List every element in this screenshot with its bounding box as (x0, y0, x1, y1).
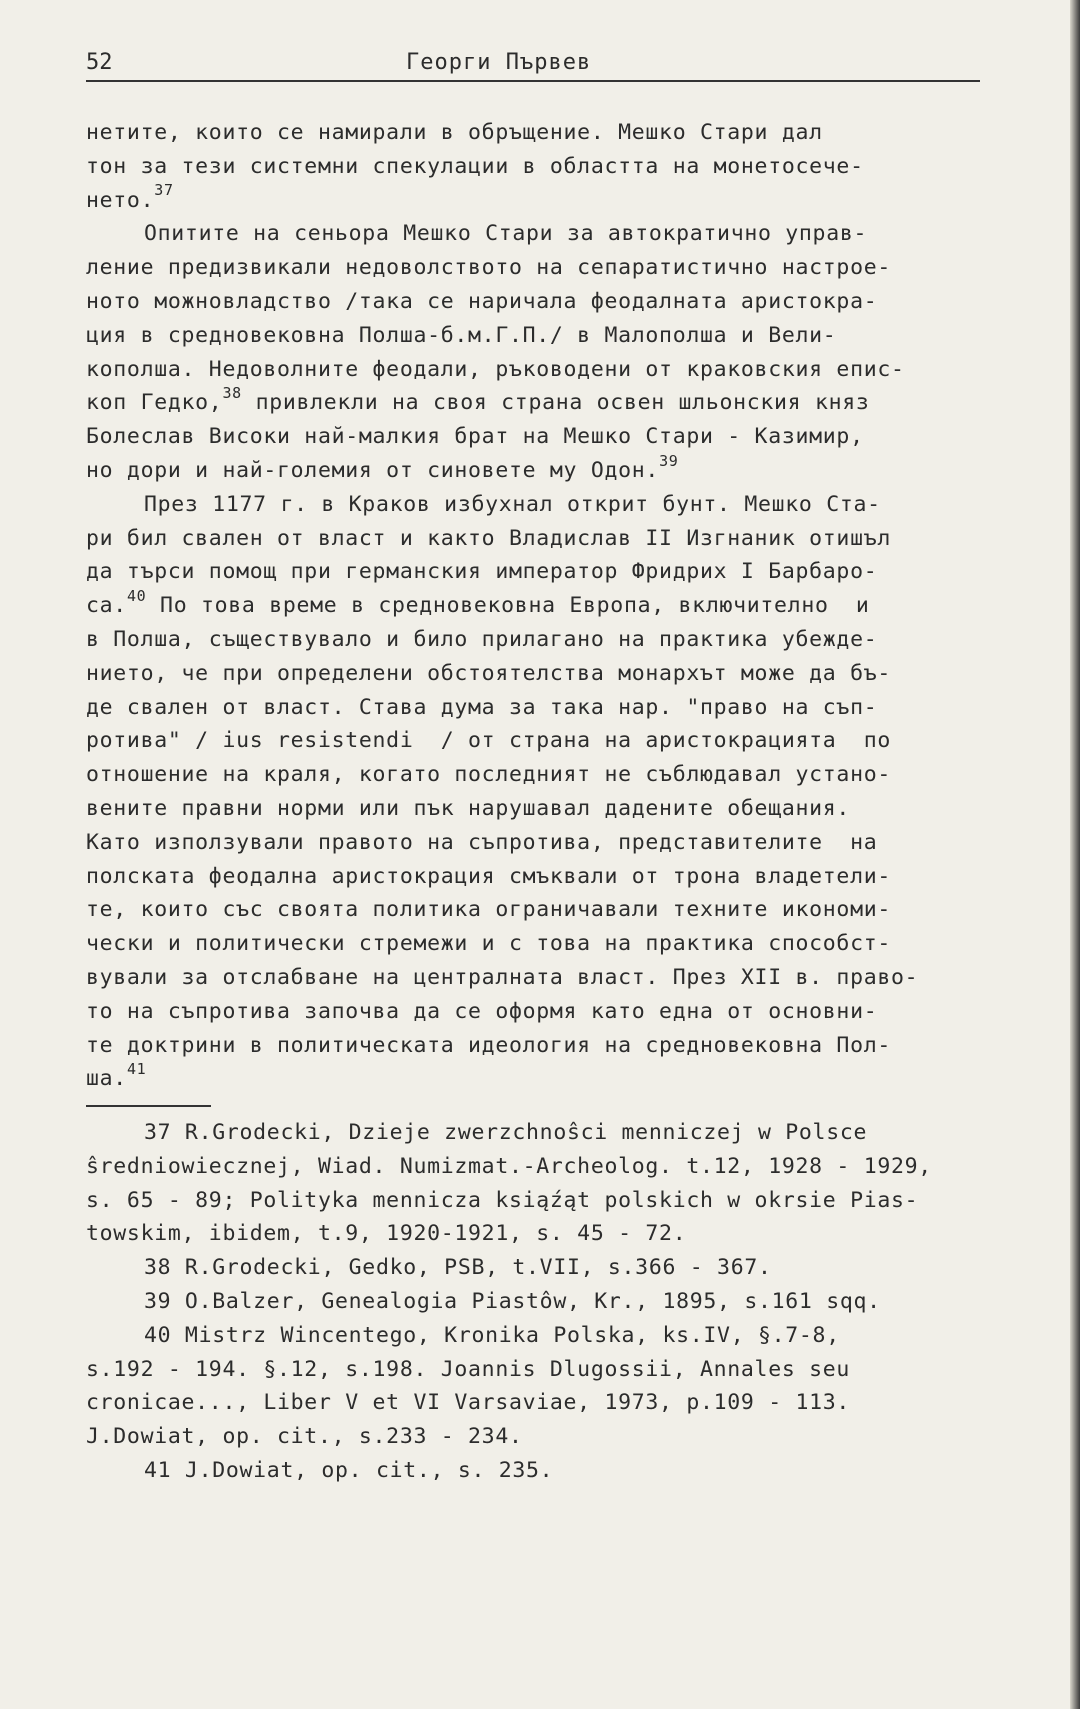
text-line (86, 116, 1006, 150)
text-line-content: нето. (86, 187, 155, 213)
text-line (86, 657, 1006, 691)
text-line-content: полската феодална аристокрация смъквали от трона владетели- (86, 863, 892, 889)
text-line-content: то на съпротива започва да се оформя като една от основни- (86, 998, 878, 1024)
text-line (86, 826, 1006, 860)
text-line-content: ление предизвикали недоволството на сепаратистично настрое- (86, 255, 892, 281)
text-line (86, 927, 1006, 961)
text-line-content: ция в средновековна Полша-б.м.Г.П./ в Малополша и Вели- (86, 322, 837, 348)
text-line (86, 555, 1006, 589)
text-line (86, 251, 1006, 285)
text-line (86, 623, 1006, 657)
text-line-content: вените правни норми или пък нарушавал дадените обещания. (86, 795, 851, 821)
text-line-content: кополша. Недоволните феодали, ръководени от краковския епис- (86, 356, 905, 382)
footnote-line: s.192 - 194. §.12, s.198. Joannis Dlugossii, Annales seu (86, 1356, 851, 1382)
footnote-line: 40 Mistrz Wincentego, Kronika Polska, ks.IV, §.7-8, (144, 1322, 840, 1348)
text-line (86, 893, 1006, 927)
text-line (86, 488, 1006, 522)
text-line-content: По това време в средновековна Европа, включително и (146, 593, 870, 619)
text-line-content: коп Гедко, (86, 390, 223, 416)
text-line-content: ша. (86, 1066, 127, 1092)
text-line-content: ри бил свален от власт и както Владислав II Изгнаник отишъл (86, 525, 892, 551)
text-line-content: ротива" / ius resistendi / от страна на аристокрацията по (86, 728, 892, 754)
text-line-content: чески и политически стремежи и с това на практика способст- (86, 931, 892, 957)
text-line-content: тон за тези системни спекулации в областта на монетосече- (86, 153, 864, 179)
text-line (86, 217, 1006, 251)
footnotes (86, 1116, 1006, 1488)
footnote-ref: 37 (154, 181, 174, 200)
text-line-content: но дори и най-големия от синовете му Одон. (86, 457, 660, 483)
text-line (86, 451, 1006, 488)
footnote-line: ŝredniowiecznej, Wiad. Numizmat.-Archeolog. t.12, 1928 - 1929, (86, 1153, 932, 1179)
footnote-line: 41 J.Dowiat, op. cit., s. 235. (144, 1457, 554, 1483)
text-line (86, 691, 1006, 725)
text-line-content: те доктрини в политическата идеология на средновековна Пол- (86, 1032, 892, 1058)
text-line-content: Опитите на сеньора Мешко Стари за автократично управ- (144, 221, 868, 247)
footnote-line: 38 R.Grodecki, Gedko, PSB, t.VII, s.366 - 367. (144, 1255, 772, 1281)
text-line-content: нието, че при определени обстоятелства монархът може да бъ- (86, 660, 892, 686)
footnote-line: s. 65 - 89; Polityka mennicza ksiąźąt polskich w okrsie Pias- (86, 1187, 919, 1213)
text-line (86, 1062, 1006, 1096)
text-line-content: ното можновладство /така се наричала феодалната аристокра- (86, 288, 878, 314)
text-line (86, 522, 1006, 556)
text-line-content: отношение на краля, когато последният не съблюдавал устано- (86, 762, 892, 788)
text-line (86, 420, 1006, 454)
footnote-line: towskim, ibidem, t.9, 1920-1921, s. 45 - 72. (86, 1221, 687, 1247)
text-line (86, 386, 1006, 420)
text-line (86, 353, 1006, 387)
footnote-ref: 40 (126, 587, 147, 605)
text-line (86, 860, 1006, 894)
page-header (86, 50, 980, 82)
text-line (86, 285, 1006, 319)
footnote-line: 37 R.Grodecki, Dzieje zwerzchnoŝci menniczej w Polsce (144, 1120, 868, 1145)
text-line (86, 589, 1006, 623)
text-line-content: нетите, които се намирали в обръщение. Мешко Стари дал (86, 120, 823, 145)
text-line-content: Болеслав Високи най-малкия брат на Мешко Стари - Казимир, (86, 424, 864, 450)
main-text (86, 116, 1006, 1096)
text-line (86, 181, 1006, 218)
footnote-ref: 41 (126, 1060, 147, 1079)
footnote-line: 39 O.Balzer, Genealogia Piastôw, Kr., 1895, s.161 sqq. (144, 1288, 881, 1314)
text-line-content: де свален от власт. Става дума за така нар. "право на съп- (86, 694, 878, 720)
text-line (86, 961, 1006, 995)
text-line (86, 995, 1006, 1029)
footnote-divider (86, 1105, 211, 1107)
text-line-content: привлекли на своя страна освен шльонския княз (241, 390, 870, 416)
page-edge-shadow (1070, 0, 1080, 1709)
text-line-content: да търси помощ при германския император Фридрих I Барбаро- (86, 559, 878, 585)
text-line-content: През 1177 г. в Краков избухнал открит бунт. Мешко Ста- (144, 491, 881, 517)
text-line (86, 724, 1006, 758)
text-line-content: те, които със своята политика ограничавали техните икономи- (86, 897, 892, 923)
text-line (86, 319, 1006, 353)
text-line (86, 150, 1006, 184)
text-line-content: Като използували правото на съпротива, представителите на (86, 829, 878, 855)
text-line (86, 1029, 1006, 1063)
footnote-line: J.Dowiat, op. cit., s.233 - 234. (86, 1424, 523, 1450)
footnote-line: cronicae..., Liber V et VI Varsaviae, 1973, p.109 - 113. (86, 1390, 851, 1416)
footnote-ref: 38 (222, 384, 242, 403)
text-line (86, 758, 1006, 792)
running-head: Георги Първев (406, 50, 592, 75)
footnote-ref: 39 (659, 451, 679, 470)
text-line-content: са. (86, 593, 127, 619)
text-line (86, 792, 1006, 826)
text-line-content: вували за отслабване на централната власт. През XII в. право- (86, 964, 919, 990)
page-number: 52 (86, 50, 113, 75)
text-line-content: в Полша, съществувало и било прилагано на практика убежде- (86, 626, 878, 652)
